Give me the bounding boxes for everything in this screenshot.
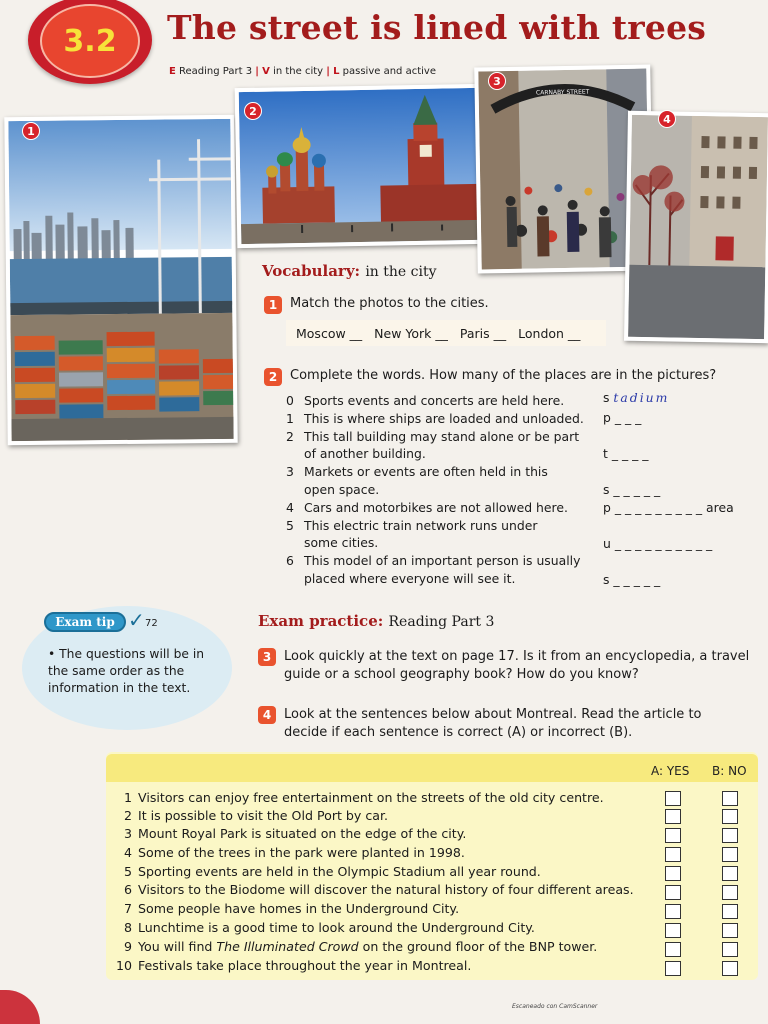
- photo-moscow: [235, 84, 484, 248]
- city-moscow[interactable]: Moscow __: [296, 325, 363, 341]
- column-yes: A: YES: [651, 764, 690, 778]
- answer-blank-0[interactable]: s tadium: [603, 390, 670, 405]
- checkbox-yes-1[interactable]: [665, 791, 681, 806]
- checkbox-yes-8[interactable]: [665, 923, 681, 938]
- answer-blank-1[interactable]: p _ _ _: [603, 410, 642, 425]
- table-row: 2 It is possible to visit the Old Port by car.: [123, 808, 389, 823]
- vocab-item: 2 This tall building may stand alone or be part: [286, 428, 580, 444]
- vocab-item: 4 Cars and motorbikes are not allowed here.: [286, 499, 568, 515]
- checkbox-no-6[interactable]: [722, 885, 738, 900]
- photo-paris: [624, 111, 768, 343]
- vocabulary-items: 0 Sports events and concerts are held here. 1 This is where ships are loaded and unloaded. 2 This tall building may stand alone or be part of another building. 3 Markets or events are often held in this open space. 4 Cars and motorbikes are not allowed here. 5 This electric train network runs under some cities. 6 This model of an important person is usually placed where everyone will see it.: [286, 392, 586, 588]
- vocabulary-heading: Vocabulary: in the city: [262, 262, 437, 280]
- checkbox-yes-2[interactable]: [665, 809, 681, 824]
- vocab-item: 6 This model of an important person is usually: [286, 553, 581, 569]
- table-row: 4 Some of the trees in the park were planted in 1998.: [123, 845, 465, 860]
- checkbox-no-1[interactable]: [722, 791, 738, 806]
- exam-practice-heading: Exam practice: Reading Part 3: [258, 612, 495, 630]
- checkmark-icon: ✓: [128, 608, 145, 632]
- table-row: 7 Some people have homes in the Underground City.: [123, 901, 460, 916]
- question-3-text: Look quickly at the text on page 17. Is it from an encyclopedia, a travel guide or a school geography book? How do you know?: [284, 649, 750, 682]
- photo-number-3: 3: [488, 72, 506, 90]
- question-number-1: 1: [264, 296, 282, 314]
- answer-blank-5[interactable]: u _ _ _ _ _ _ _ _ _ _: [603, 536, 713, 551]
- vocab-item: 5 This electric train network runs under: [286, 517, 538, 533]
- scanner-watermark: Escaneado con CamScanner: [512, 1003, 598, 1010]
- vocab-item: 3 Markets or events are often held in this: [286, 464, 548, 480]
- vocab-item: 1 This is where ships are loaded and unloaded.: [286, 410, 584, 426]
- checkbox-no-4[interactable]: [722, 847, 738, 862]
- answer-blank-2[interactable]: t _ _ _ _: [603, 446, 649, 461]
- exam-tip-label: Exam tip: [44, 612, 126, 632]
- exam-tip-text: • The questions will be in the same order as the information in the text.: [48, 647, 205, 695]
- checkbox-yes-6[interactable]: [665, 885, 681, 900]
- checkbox-no-7[interactable]: [722, 904, 738, 919]
- checkbox-no-3[interactable]: [722, 828, 738, 843]
- answer-blank-3[interactable]: s _ _ _ _ _: [603, 482, 661, 497]
- photo-number-1: 1: [22, 122, 40, 140]
- question-number-3: 3: [258, 648, 276, 666]
- page-title: The street is lined with trees: [167, 8, 707, 47]
- checkbox-yes-7[interactable]: [665, 904, 681, 919]
- checkbox-no-10[interactable]: [722, 961, 738, 976]
- city-paris[interactable]: Paris __: [459, 325, 507, 341]
- city-london[interactable]: London __: [518, 325, 581, 341]
- answer-blank-6[interactable]: s _ _ _ _ _: [603, 572, 661, 587]
- question-1-text: Match the photos to the cities.: [290, 296, 489, 311]
- photo-new-york-port: [4, 115, 237, 445]
- column-no: B: NO: [712, 764, 747, 778]
- carnaby-sign-text: CARNABY STREET: [535, 88, 590, 97]
- question-4-text: Look at the sentences below about Montreal. Read the article to decide if each sentence is correct (A) or incorrect (B).: [284, 707, 702, 740]
- city-options: [286, 320, 606, 346]
- checkbox-yes-9[interactable]: [665, 942, 681, 957]
- answer-blank-4[interactable]: p _ _ _ _ _ _ _ _ _ area: [603, 500, 734, 515]
- checkbox-yes-3[interactable]: [665, 828, 681, 843]
- question-number-2: 2: [264, 368, 282, 386]
- checkbox-no-5[interactable]: [722, 866, 738, 881]
- table-row: 8 Lunchtime is a good time to look around the Underground City.: [123, 920, 535, 935]
- checkbox-no-8[interactable]: [722, 923, 738, 938]
- checkbox-yes-5[interactable]: [665, 866, 681, 881]
- table-row: 9 You will find The Illuminated Crowd on the ground floor of the BNP tower.: [123, 939, 598, 954]
- checkbox-no-9[interactable]: [722, 942, 738, 957]
- exam-tip-page: 72: [145, 618, 158, 629]
- table-row: 1 Visitors can enjoy free entertainment on the streets of the old city centre.: [123, 790, 604, 805]
- table-row: 3 Mount Royal Park is situated on the edge of the city.: [123, 826, 467, 841]
- page-corner-decoration: [0, 990, 40, 1024]
- unit-subtitle: E Reading Part 3 | V in the city | L passive and active: [169, 66, 436, 77]
- question-number-4: 4: [258, 706, 276, 724]
- checkbox-yes-4[interactable]: [665, 847, 681, 862]
- table-row: 10 Festivals take place throughout the year in Montreal.: [115, 958, 472, 973]
- photo-number-2: 2: [244, 102, 262, 120]
- table-row: 5 Sporting events are held in the Olympic Stadium all year round.: [123, 864, 541, 879]
- table-row: 6 Visitors to the Biodome will discover the natural history of four different areas.: [123, 882, 634, 897]
- vocab-item: 0 Sports events and concerts are held here.: [286, 393, 565, 408]
- question-2-text: Complete the words. How many of the places are in the pictures?: [290, 368, 717, 383]
- photo-number-4: 4: [658, 110, 676, 128]
- checkbox-no-2[interactable]: [722, 809, 738, 824]
- checkbox-yes-10[interactable]: [665, 961, 681, 976]
- unit-number: 3.2: [40, 4, 140, 78]
- city-new-york[interactable]: New York __: [374, 325, 448, 341]
